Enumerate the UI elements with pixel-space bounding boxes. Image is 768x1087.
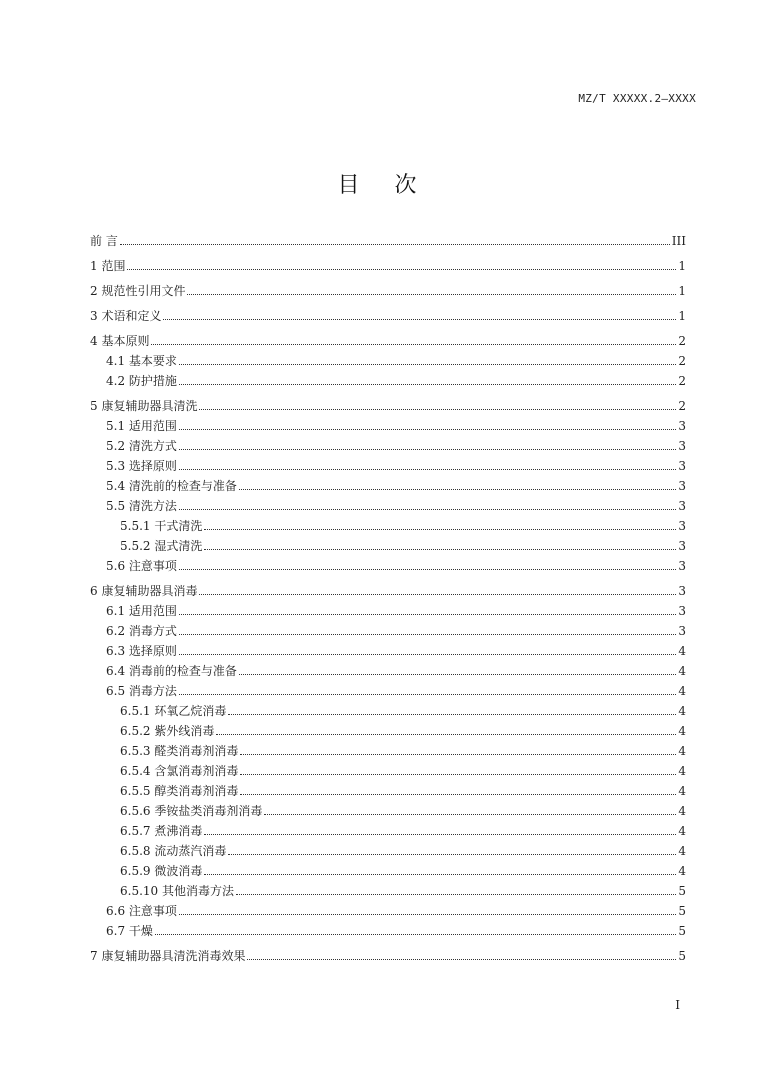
document-number: MZ/T XXXXX.2—XXXX [578,92,696,105]
toc-entry-page: 4 [678,664,686,678]
toc-entry-page: 4 [678,644,686,658]
toc-entry[interactable] [90,700,686,718]
toc-leader-dots [240,774,676,775]
toc-entry[interactable] [90,435,686,453]
toc-entry[interactable] [90,860,686,878]
toc-entry-page: 3 [678,459,686,473]
toc-leader-dots [187,294,676,295]
toc-entry-label: 6.5.10 其他消毒方法 [120,884,234,898]
toc-entry-page: 4 [678,704,686,718]
toc-entry-label: 4.2 防护措施 [106,374,177,388]
toc-entry-label: 5.3 选择原则 [106,459,177,473]
toc-entry[interactable] [90,280,686,298]
toc-entry-label: 6.6 注意事项 [106,904,177,918]
toc-entry-page: 3 [678,439,686,453]
toc-leader-dots [228,714,676,715]
toc-entry[interactable] [90,230,686,248]
toc-entry[interactable] [90,900,686,918]
toc-entry-page: III [671,234,686,248]
toc-entry-label: 4.1 基本要求 [106,354,177,368]
toc-entry[interactable] [90,880,686,898]
toc-entry-label: 6.1 适用范围 [106,604,177,618]
toc-entry-label: 5.4 清洗前的检查与准备 [106,479,237,493]
toc-leader-dots [120,244,670,245]
toc-entry[interactable] [90,535,686,553]
toc-entry-page: 3 [678,419,686,433]
toc-entry-label: 1 范围 [90,259,126,273]
toc-leader-dots [179,634,676,635]
toc-leader-dots [163,319,676,320]
toc-entry-label: 6.5.5 醇类消毒剂消毒 [120,784,239,798]
toc-entry-label: 5 康复辅助器具清洗 [90,399,198,413]
toc-entry[interactable] [90,820,686,838]
toc-entry-page: 3 [678,479,686,493]
toc-leader-dots [228,854,676,855]
toc-entry[interactable] [90,920,686,938]
toc-entry[interactable] [90,600,686,618]
toc-entry-label: 3 术语和定义 [90,309,162,323]
toc-entry-page: 4 [678,844,686,858]
toc-entry-label: 6.5.3 醛类消毒剂消毒 [120,744,239,758]
toc-entry-page: 4 [678,784,686,798]
toc-leader-dots [204,549,676,550]
toc-entry-label: 4 基本原则 [90,334,150,348]
toc-entry-page: 4 [678,864,686,878]
toc-leader-dots [239,674,676,675]
toc-entry-page: 4 [678,824,686,838]
toc-entry[interactable] [90,680,686,698]
toc-entry-label: 6.5.2 紫外线消毒 [120,724,215,738]
toc-entry[interactable] [90,780,686,798]
toc-entry-page: 5 [678,924,686,938]
toc-entry-label: 6.5.7 煮沸消毒 [120,824,203,838]
toc-entry[interactable] [90,305,686,323]
toc-entry[interactable] [90,370,686,388]
toc-entry[interactable] [90,455,686,473]
toc-entry-page: 4 [678,744,686,758]
toc-leader-dots [204,834,676,835]
toc-entry-label: 6.7 干燥 [106,924,153,938]
toc-leader-dots [179,569,676,570]
toc-entry[interactable] [90,740,686,758]
toc-entry-page: 3 [678,624,686,638]
toc-leader-dots [239,489,676,490]
toc-leader-dots [236,894,676,895]
toc-leader-dots [247,959,676,960]
toc-entry-label: 5.5 清洗方法 [106,499,177,513]
toc-entry-label: 5.5.1 干式清洗 [120,519,203,533]
toc-leader-dots [179,449,676,450]
toc-leader-dots [199,594,676,595]
toc-entry-label: 5.6 注意事项 [106,559,177,573]
toc-entry[interactable] [90,720,686,738]
toc-entry-label: 前 言 [90,234,118,248]
toc-entry-label: 6 康复辅助器具消毒 [90,584,198,598]
toc-entry-label: 5.1 适用范围 [106,419,177,433]
toc-entry-label: 6.5.4 含氯消毒剂消毒 [120,764,239,778]
toc-entry[interactable] [90,640,686,658]
toc-entry[interactable] [90,660,686,678]
toc-leader-dots [179,469,676,470]
toc-entry-label: 6.5.9 微波消毒 [120,864,203,878]
toc-leader-dots [240,794,676,795]
toc-entry-page: 3 [678,584,686,598]
toc-entry-page: 1 [678,309,686,323]
page-number: I [675,998,680,1012]
toc-entry[interactable] [90,945,686,963]
toc-entry-label: 6.2 消毒方式 [106,624,177,638]
toc-entry-page: 3 [678,519,686,533]
toc-leader-dots [204,874,676,875]
toc-leader-dots [199,409,676,410]
toc-entry-label: 5.5.2 湿式清洗 [120,539,203,553]
toc-leader-dots [179,364,676,365]
toc-entry-label: 6.3 选择原则 [106,644,177,658]
toc-entry-page: 4 [678,804,686,818]
toc-leader-dots [155,934,676,935]
toc-entry-page: 5 [678,949,686,963]
toc-entry-label: 2 规范性引用文件 [90,284,186,298]
toc-entry[interactable] [90,395,686,413]
toc-entry[interactable] [90,760,686,778]
toc-leader-dots [179,654,676,655]
toc-entry-page: 3 [678,499,686,513]
toc-entry-page: 3 [678,604,686,618]
toc-entry-page: 1 [678,284,686,298]
toc-entry[interactable] [90,515,686,533]
toc-entry[interactable] [90,495,686,513]
toc-leader-dots [179,914,676,915]
toc-entry-page: 3 [678,539,686,553]
toc-entry-page: 5 [678,884,686,898]
toc-leader-dots [179,614,676,615]
toc-entry-page: 4 [678,684,686,698]
toc-entry-page: 2 [678,399,686,413]
toc-entry-label: 5.2 清洗方式 [106,439,177,453]
toc-entry[interactable] [90,415,686,433]
toc-entry[interactable] [90,350,686,368]
toc-leader-dots [179,694,676,695]
toc-entry-label: 6.5.8 流动蒸汽消毒 [120,844,227,858]
page-title: 目 次 [337,173,431,198]
toc-entry-page: 4 [678,724,686,738]
toc-entry-page: 1 [678,259,686,273]
toc-leader-dots [179,429,676,430]
toc-entry-page: 2 [678,374,686,388]
toc-entry[interactable] [90,555,686,573]
toc-entry-label: 6.5.1 环氧乙烷消毒 [120,704,227,718]
toc-entry[interactable] [90,620,686,638]
toc-leader-dots [127,269,676,270]
toc-leader-dots [204,529,676,530]
toc-entry-page: 2 [678,354,686,368]
toc-entry[interactable] [90,330,686,348]
toc-entry-label: 6.5 消毒方法 [106,684,177,698]
toc-entry[interactable] [90,840,686,858]
toc-entry[interactable] [90,800,686,818]
toc-entry-label: 6.4 消毒前的检查与准备 [106,664,237,678]
toc-entry-page: 2 [678,334,686,348]
toc-entry-page: 4 [678,764,686,778]
toc-leader-dots [216,734,676,735]
toc-leader-dots [179,509,676,510]
toc-entry-page: 5 [678,904,686,918]
toc-entry[interactable] [90,580,686,598]
toc-entry-page: 3 [678,559,686,573]
toc-leader-dots [179,384,676,385]
toc-entry[interactable] [90,475,686,493]
toc-entry-label: 6.5.6 季铵盐类消毒剂消毒 [120,804,263,818]
toc-leader-dots [264,814,676,815]
toc-leader-dots [240,754,676,755]
toc-leader-dots [151,344,676,345]
toc-entry[interactable] [90,255,686,273]
toc-entry-label: 7 康复辅助器具清洗消毒效果 [90,949,246,963]
